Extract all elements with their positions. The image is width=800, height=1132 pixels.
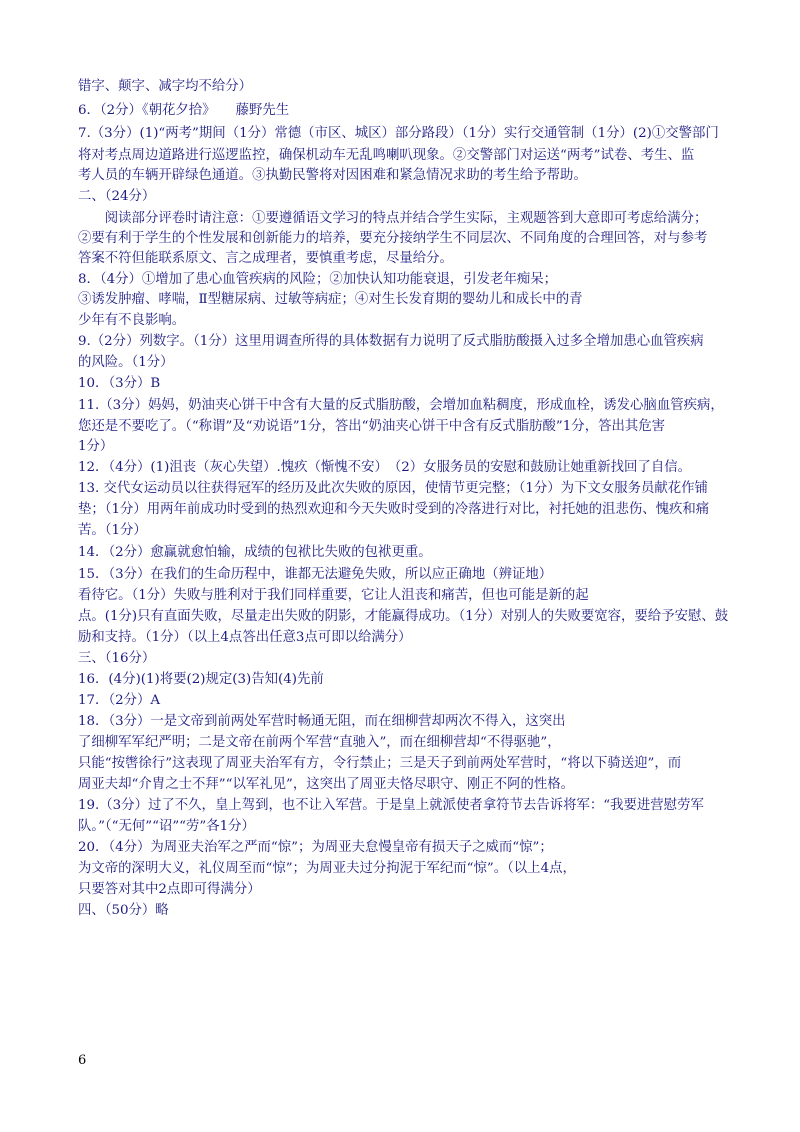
section-heading: 四、（50分）略 [78, 903, 169, 918]
text-line: 15．（3分）在我们的生命历程中，谁都无法避免失败，所以应正确地（辨证地） [78, 567, 553, 582]
text-line: 14．（2分）愈赢就愈怕输，成绩的包袱比失败的包袱更重。 [78, 545, 432, 560]
text-line: 看待它。（1分）失败与胜利对于我们同样重要，它让人沮丧和痛苦，但也可能是新的起 [78, 588, 589, 603]
text-line: 错字、颠字、减字均不给分） [78, 79, 253, 94]
text-line: 队。”（“无何”“诏”“劳”各1分） [78, 819, 255, 834]
text-line: 1分） [78, 439, 114, 454]
text-line: 励和支持。（1分）（以上4点答出任意3点可即以给满分） [78, 630, 412, 645]
text-line: 苦。（1分） [78, 523, 147, 538]
text-line: ③诱发肿瘤、哮喘，Ⅱ型糖尿病、过敏等病症；④对生长发育期的婴幼儿和成长中的青 [78, 292, 583, 307]
text-line: 10．（3分）B [78, 376, 161, 391]
text-line: 考人员的车辆开辟绿色通道。③执勤民警将对因困难和紧急情况求助的考生给予帮助。 [78, 168, 587, 183]
text-line: 11.（3分）妈妈，奶油夹心饼干中含有大量的反式脂肪酸，会增加血粘稠度，形成血栓，诱发心脑血管疾病， [78, 398, 724, 413]
text-line: 9.（2分）列数字。（1分）这里用调查所得的具体数据有力说明了反式脂肪酸摄入过多全增加患心血管疾病 [78, 334, 704, 349]
text-line: 18．（3分）一是文帝到前两处军营时畅通无阻，而在细柳营却两次不得入，这突出 [78, 714, 566, 729]
page-number: 6 [78, 1053, 87, 1068]
text-line: 20．（4分）为周亚夫治军之严而“惊”；为周亚夫怠慢皇帝有损天子之威而“惊”； [78, 840, 553, 855]
text-line: 周亚夫却“介胄之士不拜”“以军礼见”，这突出了周亚夫恪尽职守、刚正不阿的性格。 [78, 777, 575, 792]
text-line: 点。(1分)只有直面失败，尽量走出失败的阴影，才能赢得成功。（1分）对别人的失败要宽容，要给予安慰、鼓 [78, 609, 729, 624]
text-line: 只要答对其中2点即可得满分） [78, 882, 261, 897]
text-line: 6．（2分）《朝花夕拾》 藤野先生 [78, 103, 290, 118]
text-line: ②要有利于学生的个性发展和创新能力的培养，要充分接纳学生不同层次、不同角度的合理回答，对与参考 [78, 231, 708, 246]
text-line: 答案不符但能联系原文、言之成理者，要慎重考虑，尽量给分。 [78, 251, 453, 266]
text-line: 您还是不要吃了。（“称谓”及“劝说语”1分，答出“奶油夹心饼干中含有反式脂肪酸”1分，答出其危害 [78, 419, 666, 434]
text-line: 了细柳军军纪严明；二是文帝在前两个军营“直驰入”，而在细柳营却“不得驱驰”， [78, 735, 561, 750]
text-line: 为文帝的深明大义，礼仪周至而“惊”；为周亚夫过分拘泥于军纪而“惊”。（以上4点， [78, 861, 576, 876]
text-line: 16．(4分)(1)将要(2)规定(3)告知(4)先前 [78, 672, 324, 687]
text-line: 将对考点周边道路进行巡逻监控，确保机动车无乱鸣喇叭现象。②交警部门对运送“两考”试卷、考生、监 [78, 148, 695, 163]
text-line: 19.（3分）过了不久，皇上驾到，也不让入军营。于是皇上就派使者拿符节去告诉将军：“我要进营慰劳军 [78, 798, 704, 813]
text-line: 12．（4分）(1)沮丧（灰心失望）.愧疚（惭愧不安） （2）女服务员的安慰和鼓励让她重新找回了自信。 [78, 460, 691, 475]
text-line: 的风险。（1分） [78, 355, 174, 370]
text-line: 少年有不良影响。 [78, 313, 186, 328]
text-line: 13. 交代女运动员以往获得冠军的经历及此次失败的原因，使情节更完整；（1分）为下文女服务员献花作铺 [78, 481, 708, 496]
section-heading: 三、（16分） [78, 651, 156, 666]
text-line: 垫；（1分）用两年前成功时受到的热烈欢迎和今天失败时受到的冷落进行对比，衬托她的沮悲伤、愧疚和痛 [78, 502, 710, 517]
text-line: 17．（2分）A [78, 693, 161, 708]
section-heading: 二、（24分） [78, 189, 156, 204]
text-line: 8．（4分）①增加了患心血管疾病的风险；②加快认知功能衰退，引发老年痴呆； [78, 272, 558, 287]
text-line: 7.（3分）(1)“两考”期间（1分）常德（市区、城区）部分路段）（1分）实行交通管制（1分）(2)①交警部门 [78, 126, 719, 141]
text-line: 只能“按辔徐行”这表现了周亚夫治军有方，令行禁止；三是天子到前两处军营时，“将以下骑送迎”，而 [78, 756, 682, 771]
text-line: 阅读部分评卷时请注意：①要遵循语文学习的特点并结合学生实际，主观题答到大意即可考虑给满分； [78, 211, 708, 226]
